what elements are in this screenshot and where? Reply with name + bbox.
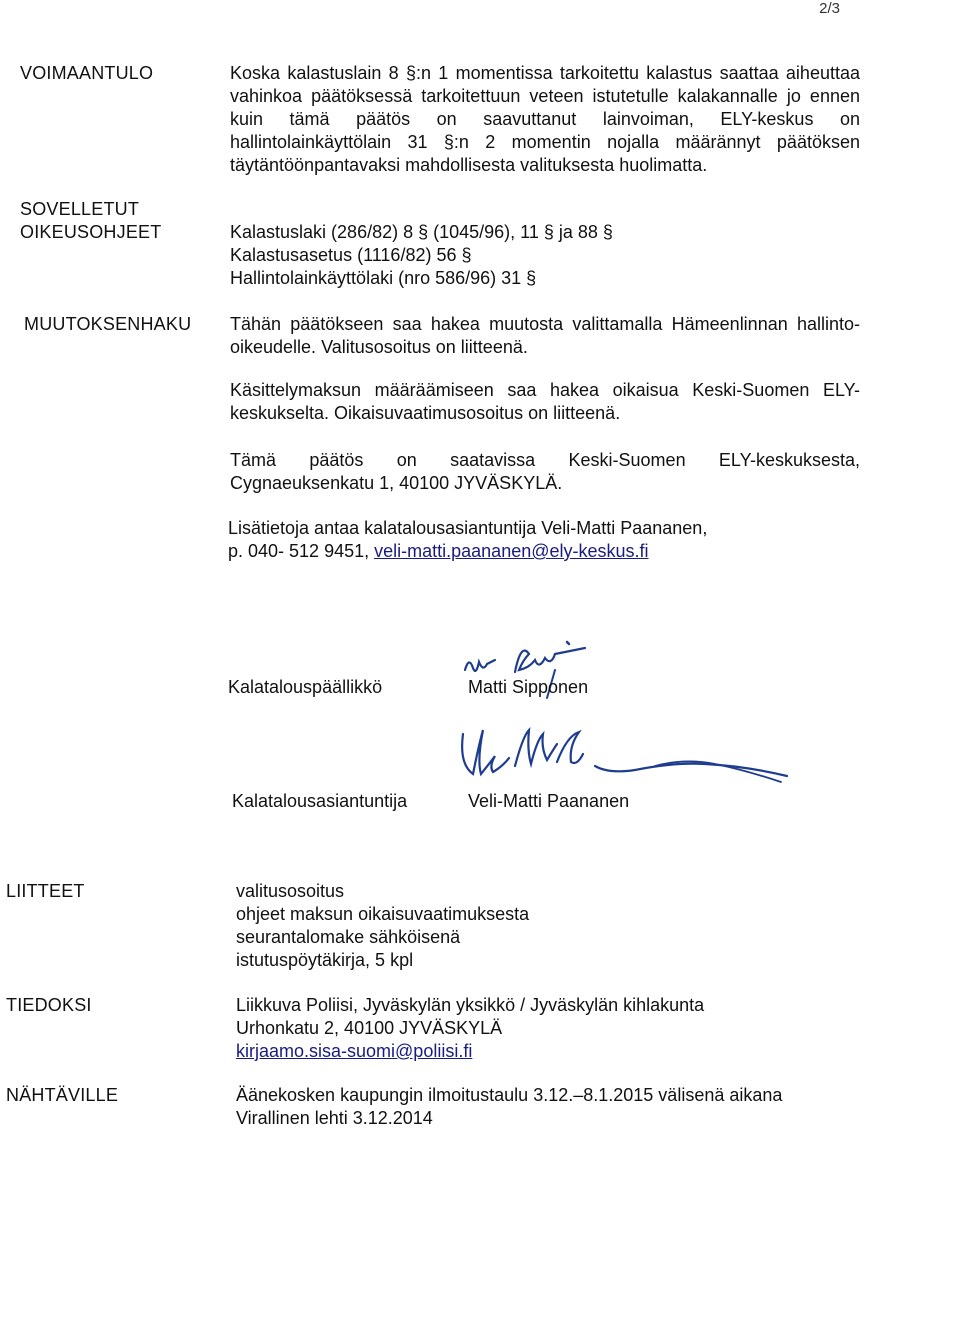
sovelletut-label-line1: SOVELLETUT bbox=[20, 199, 140, 219]
sovelletut-list bbox=[230, 221, 870, 290]
tiedoksi-email-link[interactable]: kirjaamo.sisa-suomi@poliisi.fi bbox=[236, 1041, 473, 1061]
contact-line-1: Lisätietoja antaa kalatalousasiantuntija Veli-Matti Paananen, bbox=[228, 518, 708, 538]
muutoksenhaku-paragraph-1: Tähän päätökseen saa hakea muutosta valittamalla Hämeenlinnan hallinto-oikeudelle. Valitusosoitus on liitteenä. bbox=[230, 314, 860, 357]
signature-veli-matti-paananen bbox=[445, 722, 790, 792]
attachment-item: valitusosoitus bbox=[236, 881, 345, 901]
muutoksenhaku-label: MUUTOKSENHAKU bbox=[24, 314, 192, 334]
voimaantulo-text: Koska kalastuslain 8 §:n 1 momentissa tarkoitettu kalastus saattaa aiheuttaa vahinkoa päätöksessä tarkoitettuun veteen istutetulle kalakannalle jo ennen kuin tämä päätös on saavuttanut lainvoiman, ELY-keskus on hallintolainkäyttölain 31 §:n 2 momentin nojalla määrännyt päätöksen täytäntöönpantavaksi mahdollisesta valituksesta huolimatta. bbox=[230, 63, 860, 175]
attachment-item: istutuspöytäkirja, 5 kpl bbox=[236, 950, 414, 970]
nahtaville-line-2: Virallinen lehti 3.12.2014 bbox=[236, 1108, 433, 1128]
attachment-item: ohjeet maksun oikaisuvaatimuksesta bbox=[236, 904, 530, 924]
contact-paragraph bbox=[228, 517, 868, 563]
nahtaville-block bbox=[236, 1084, 876, 1130]
contact-email-link[interactable]: veli-matti.paananen@ely-keskus.fi bbox=[374, 541, 649, 561]
tiedoksi-block bbox=[236, 994, 876, 1063]
muutoksenhaku-paragraph-2: Käsittelymaksun määräämiseen saa hakea oikaisua Keski-Suomen ELY-keskukselta. Oikaisuvaatimusosoitus on liitteenä. bbox=[230, 380, 860, 423]
tiedoksi-line-1: Liikkuva Poliisi, Jyväskylän yksikkö / Jyväskylän kihlakunta bbox=[236, 995, 705, 1015]
liitteet-label: LIITTEET bbox=[6, 881, 85, 901]
nahtaville-line-1: Äänekosken kaupungin ilmoitustaulu 3.12.–8.1.2015 välisenä aikana bbox=[236, 1085, 783, 1105]
law-reference: Kalastusasetus (1116/82) 56 § bbox=[230, 245, 472, 265]
muutoksenhaku-paragraph-3: Tämä päätös on saatavissa Keski-Suomen ELY-keskuksesta, Cygnaeuksenkatu 1, 40100 JYVÄSKYLÄ. bbox=[230, 450, 860, 493]
phone-number: p. 040- 512 9451, bbox=[228, 541, 375, 561]
nahtaville-label: NÄHTÄVILLE bbox=[6, 1085, 119, 1105]
signature-1-name: Matti Sipponen bbox=[468, 677, 589, 697]
signature-1-title: Kalatalouspäällikkö bbox=[228, 677, 383, 697]
tiedoksi-label: TIEDOKSI bbox=[6, 995, 92, 1015]
law-reference: Hallintolainkäyttölaki (nro 586/96) 31 § bbox=[230, 268, 537, 288]
voimaantulo-label: VOIMAANTULO bbox=[20, 63, 154, 83]
signature-2-name: Veli-Matti Paananen bbox=[468, 791, 630, 811]
signature-2-title: Kalatalousasiantuntija bbox=[232, 791, 408, 811]
liitteet-list bbox=[236, 880, 876, 972]
contact-line-2 bbox=[228, 540, 868, 563]
sovelletut-label-line2: OIKEUSOHJEET bbox=[20, 222, 162, 242]
tiedoksi-line-2: Urhonkatu 2, 40100 JYVÄSKYLÄ bbox=[236, 1018, 503, 1038]
attachment-item: seurantalomake sähköisenä bbox=[236, 927, 461, 947]
page-number: 2/3 bbox=[819, 0, 840, 17]
law-reference: Kalastuslaki (286/82) 8 § (1045/96), 11 § ja 88 § bbox=[230, 222, 613, 242]
